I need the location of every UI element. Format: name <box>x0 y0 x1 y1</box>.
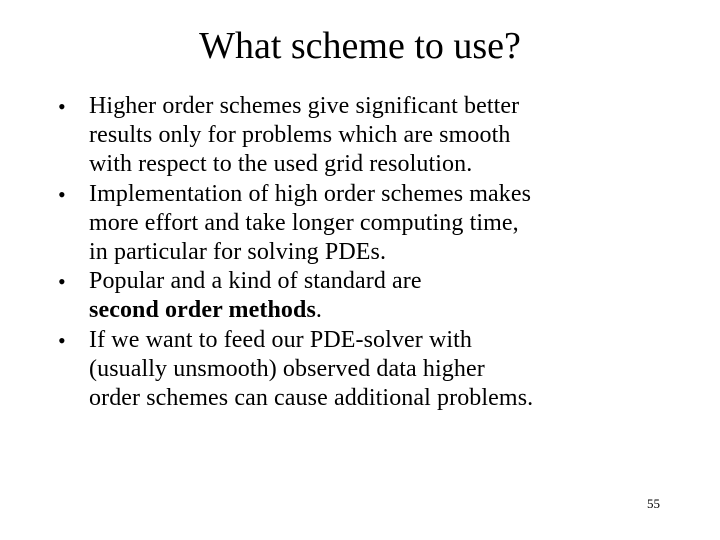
emphasized-text: second order methods <box>89 297 316 324</box>
bullet-text-line: order schemes can cause additional problems. <box>89 385 534 412</box>
bullet-text-line: in particular for solving PDEs. <box>89 239 387 266</box>
bullet-text-line: with respect to the used grid resolution. <box>89 151 473 178</box>
page-number: 55 <box>647 496 660 511</box>
bullet-text-line: Higher order schemes give significant better <box>89 93 520 119</box>
bullet-item <box>58 326 658 414</box>
bullet-text-line: more effort and take longer computing time, <box>89 209 519 236</box>
bullet-text-line: Popular and a kind of standard are <box>89 268 422 295</box>
bullet-text-line: Implementation of high order schemes makes <box>89 180 532 207</box>
bullet-marker: • <box>58 327 66 353</box>
bullet-item <box>58 92 658 180</box>
bullet-item <box>58 267 658 325</box>
bullet-text-line: (usually unsmooth) observed data higher <box>89 355 485 382</box>
bullet-text-line: If we want to feed our PDE-solver with <box>89 326 473 353</box>
bullet-text-line: results only for problems which are smooth <box>89 122 511 149</box>
bullet-text-line <box>89 296 658 325</box>
bullet-marker: • <box>58 181 66 207</box>
slide-title: What scheme to use? <box>199 25 521 67</box>
bullet-list <box>58 92 658 413</box>
emphasis-suffix: . <box>315 297 322 324</box>
bullet-item <box>58 180 658 268</box>
bullet-marker: • <box>58 269 66 295</box>
bullet-marker: • <box>58 94 66 119</box>
